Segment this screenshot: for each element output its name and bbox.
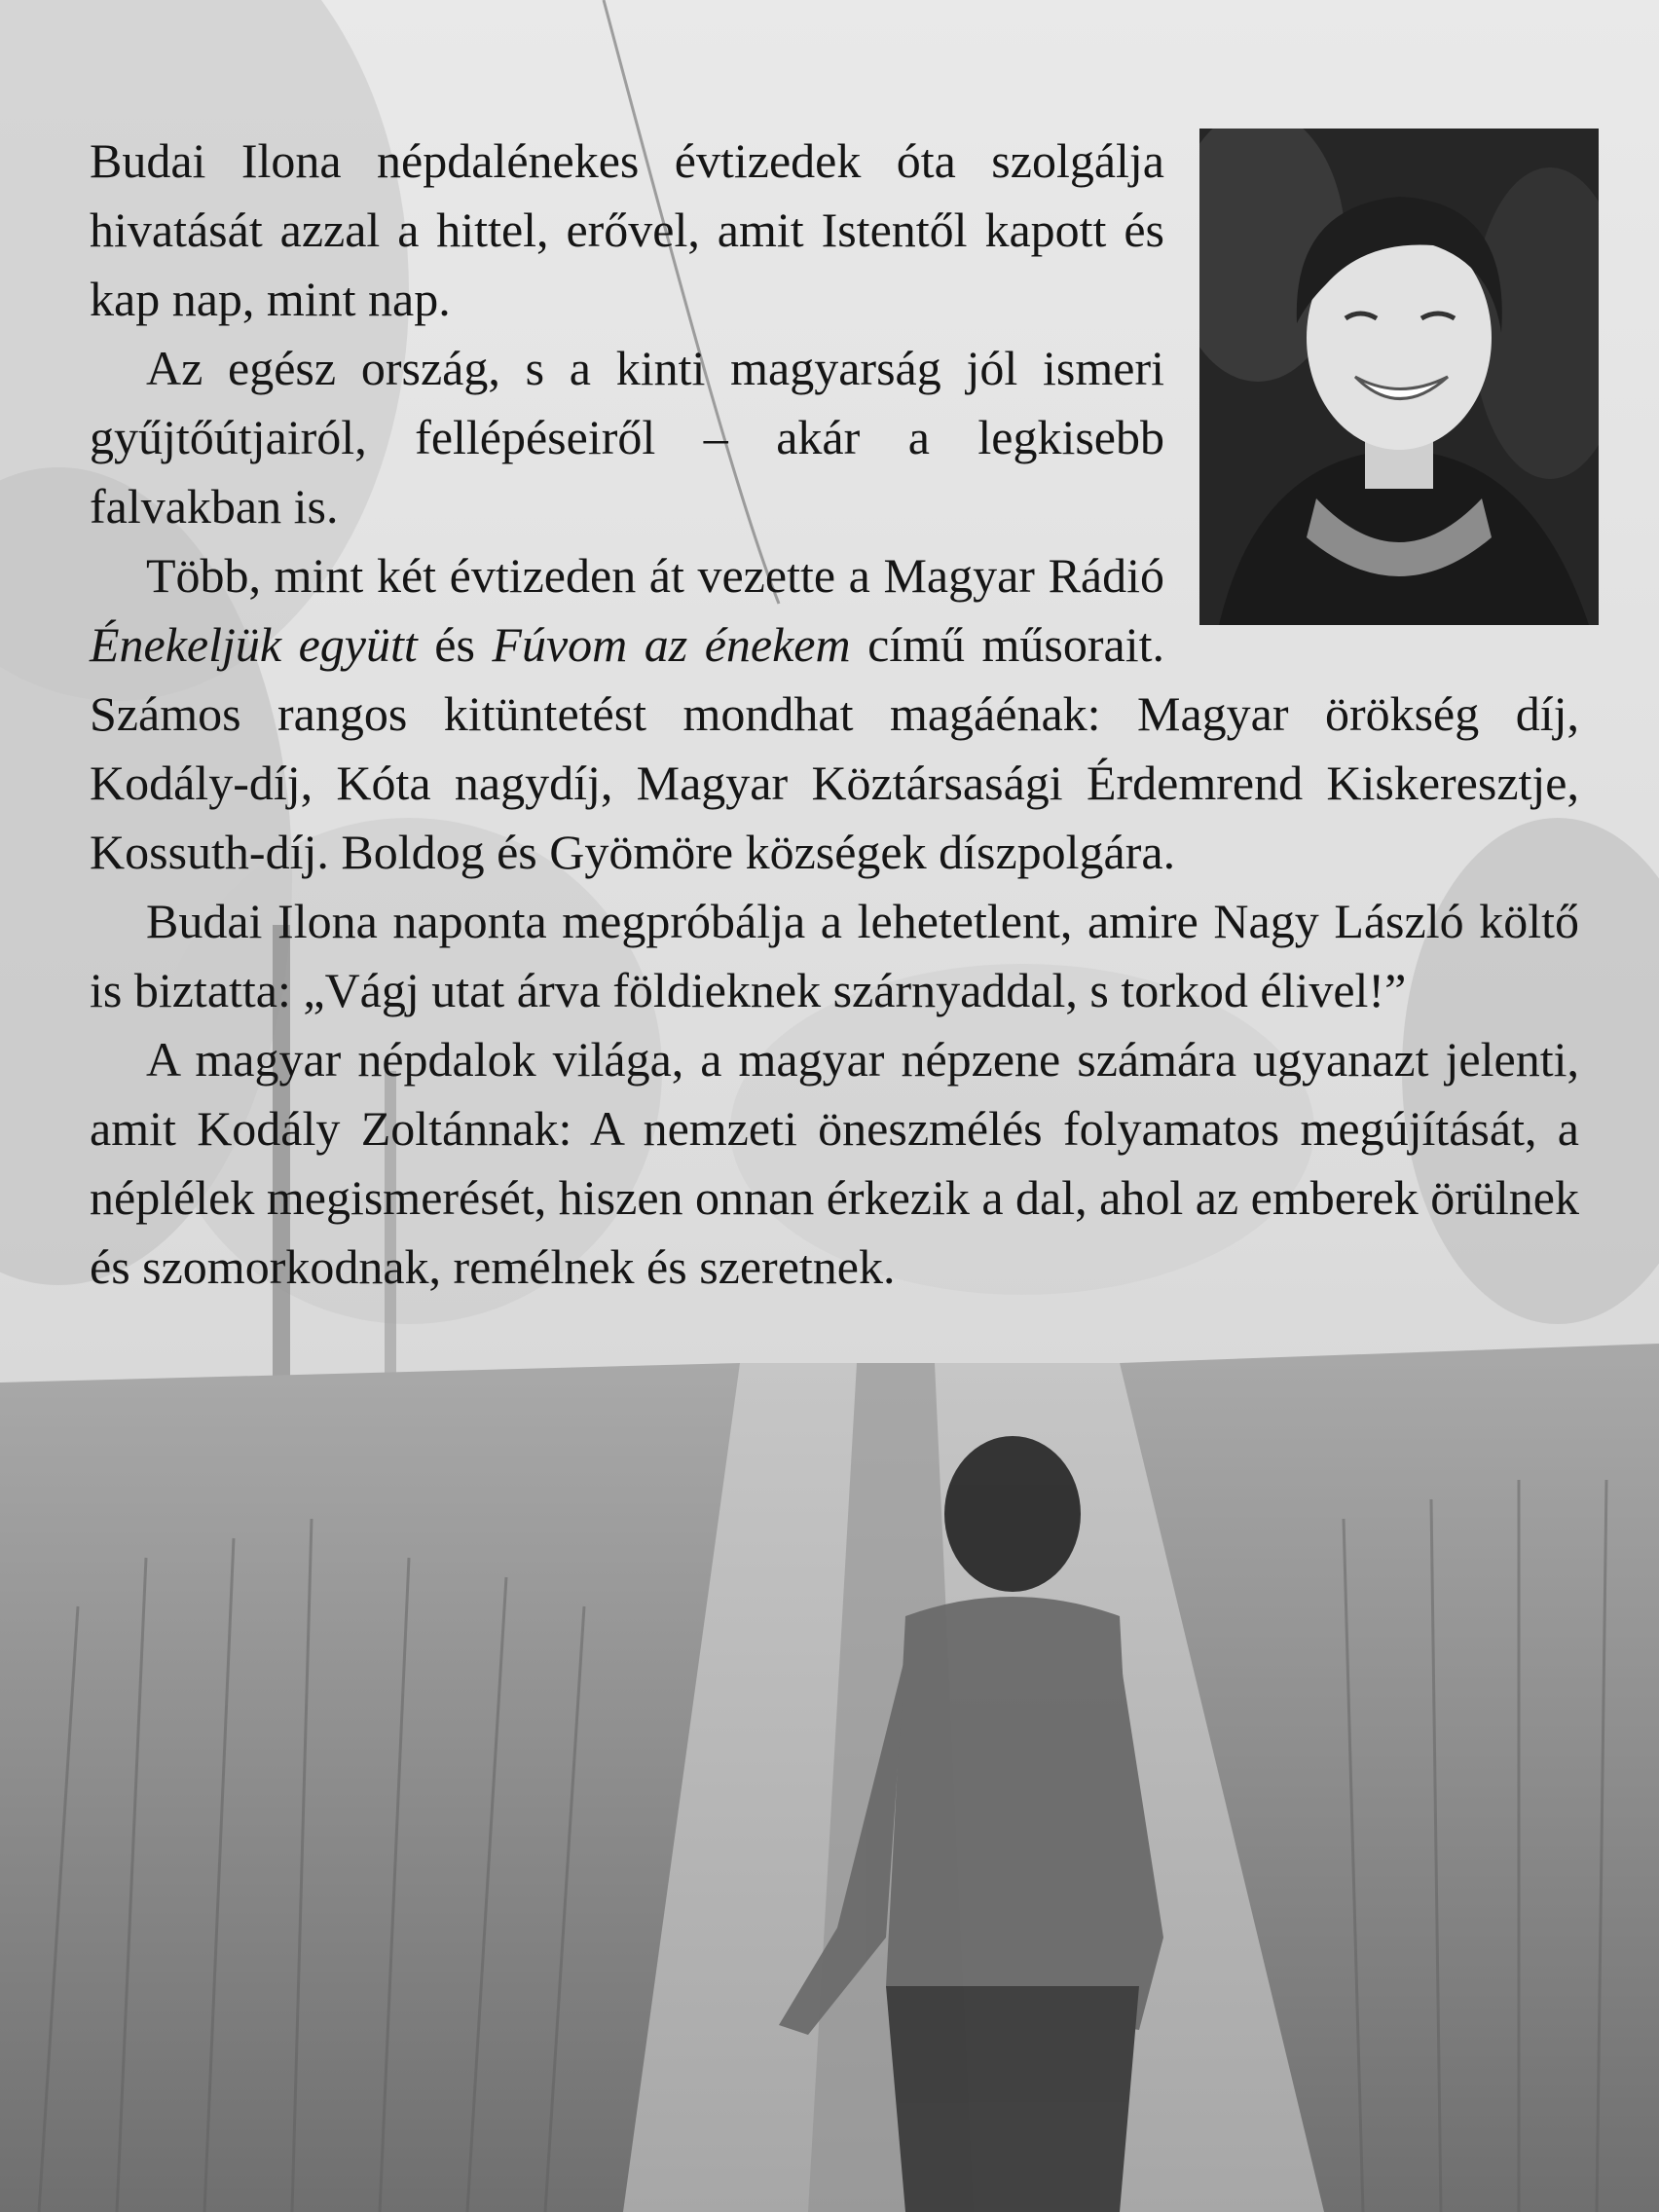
- text-run: Budai Ilona naponta megpróbálja a lehetetlent, amire Nagy László költő is biztatta: „Vágj utat árva földieknek szárnyaddal, s torkod élivel!”: [90, 894, 1579, 1017]
- text-run: és: [417, 617, 493, 672]
- program-title: Énekeljük együtt: [90, 617, 418, 672]
- biography-text: [90, 127, 1579, 1302]
- program-title: Fúvom az énekem: [492, 617, 851, 672]
- text-run: című műsorait. Számos rangos kitüntetést mondhat magáénak: Magyar örökség díj, Kodály-díj, Kóta nagydíj, Magyar Köztársasági Érdemrend Kiskeresztje, Kossuth-díj. Boldog és Gyömöre községek díszpolgára.: [90, 617, 1579, 879]
- text-run: A magyar népdalok világa, a magyar népzene számára ugyanazt jelenti, amit Kodály Zoltánnak: A nemzeti öneszmélés folyamatos megújítását, a néplélek megismerését, hiszen onnan érkezik a dal, ahol az emberek örülnek és szomorkodnak, remélnek és szeretnek.: [90, 1032, 1579, 1294]
- text-run: Több, mint két évtizeden át vezette a Magyar Rádió: [146, 548, 1164, 603]
- paragraph-4: [90, 887, 1579, 1025]
- text-run: Budai Ilona népdalénekes évtizedek óta szolgálja hivatását azzal a hittel, erővel, amit Istentől kapott és kap nap, mint nap.: [90, 133, 1164, 326]
- portrait-photo-budai-ilona: [1199, 129, 1599, 625]
- text-run: Az egész ország, s a kinti magyarság jól ismeri gyűjtőútjairól, fellépéseiről – akár a legkisebb falvakban is.: [90, 341, 1164, 534]
- paragraph-5: [90, 1025, 1579, 1302]
